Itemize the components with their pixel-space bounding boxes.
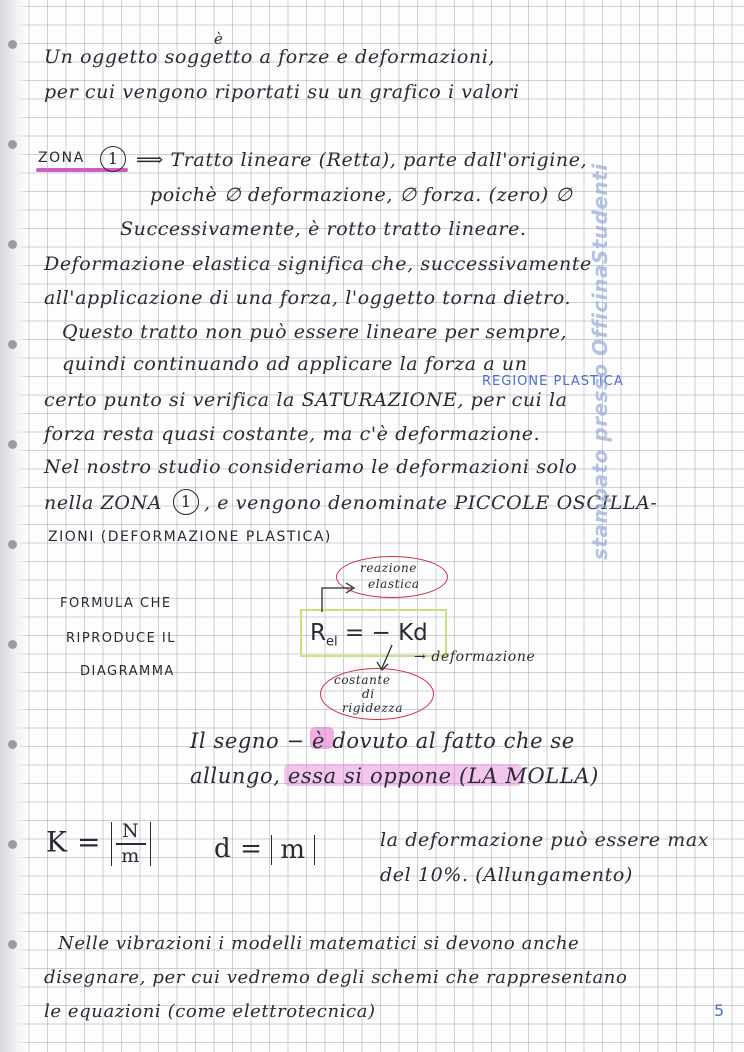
text-line-17: la deformazione può essere max [380,829,710,851]
zona-number-2: 1 [173,489,199,515]
zona-number: 1 [100,146,126,172]
accent-e: è [214,30,224,48]
k-numerator: N [121,820,140,842]
text-line-13a: nella ZONA [44,492,163,514]
costante-label-1: costante [334,673,391,687]
text-line-7: all'applicazione di una forza, l'oggetto torna dietro. [44,287,572,309]
k-denominator: m [121,844,140,867]
text-line-8: Questo tratto non può essere lineare per sempre, [62,321,568,343]
watermark: stampato presso OfficinaStudenti [588,163,612,560]
spiral-binding [0,0,28,1052]
formula-caption-2: RIPRODUCE IL [66,631,176,646]
text-line-9: quindi continuando ad applicare la forza a un [62,353,528,375]
text-line-12: Nel nostro studio consideriamo le deformazioni solo [44,456,578,478]
text-line-5: Successivamente, è rotto tratto lineare. [120,218,527,240]
k-label: K = [46,825,102,859]
text-line-4: poichè ∅ deformazione, ∅ forza. (zero) ∅ [150,184,573,206]
reazione-label-2: elastica [368,577,420,591]
formula-caption-3: DIAGRAMMA [80,664,175,679]
formula-sub: el [325,634,338,650]
d-unit-bracket [271,835,314,865]
costante-label-3: rigidezza [342,701,404,715]
text-line-20: disegnare, per cui vedremo degli schemi che rappresentano [44,967,628,988]
text-line-18: del 10%. (Allungamento) [380,864,633,886]
text-line-16: allungo, essa si oppone (LA MOLLA) [190,764,599,788]
formula-rel [310,620,428,650]
text-line-13b: , e vengono denominate PICCOLE OSCILLA- [204,492,658,514]
costante-label-2: di [362,687,375,701]
k-fraction [116,822,146,866]
formula-caption-1: FORMULA CHE [60,596,172,611]
page-number: 5 [714,1001,725,1020]
d-equation [214,835,315,865]
text-line-10: certo punto si verifica la SATURAZIONE, per cui la [44,389,568,411]
text-line-3: ⟹ Tratto lineare (Retta), parte dall'origine, [136,149,588,171]
formula-R: R [310,620,326,646]
text-line-2: per cui vengono riportati su un grafico i valori [44,81,520,103]
text-line-21: le equazioni (come elettrotecnica) [44,1001,376,1022]
zona-label: ZONA [38,150,85,166]
d-label: d = [214,834,263,864]
text-line-14: ZIONI (DEFORMAZIONE PLASTICA) [48,529,332,545]
text-line-1: Un oggetto soggetto a forze e deformazioni, [44,46,496,68]
k-equation [46,822,151,866]
d-unit: m [280,835,306,865]
k-unit-bracket [111,822,151,866]
regione-plastica-note: REGIONE PLASTICA [482,374,624,389]
formula-rhs: = − Kd [337,620,428,646]
text-line-15: Il segno − è dovuto al fatto che se [190,729,575,753]
deformazione-note: → deformazione [414,649,536,665]
text-line-11: forza resta quasi costante, ma c'è deformazione. [44,423,541,445]
reazione-label-1: reazione [360,561,418,575]
text-line-6: Deformazione elastica significa che, successivamente [44,253,592,275]
text-line-19: Nelle vibrazioni i modelli matematici si devono anche [58,933,580,954]
